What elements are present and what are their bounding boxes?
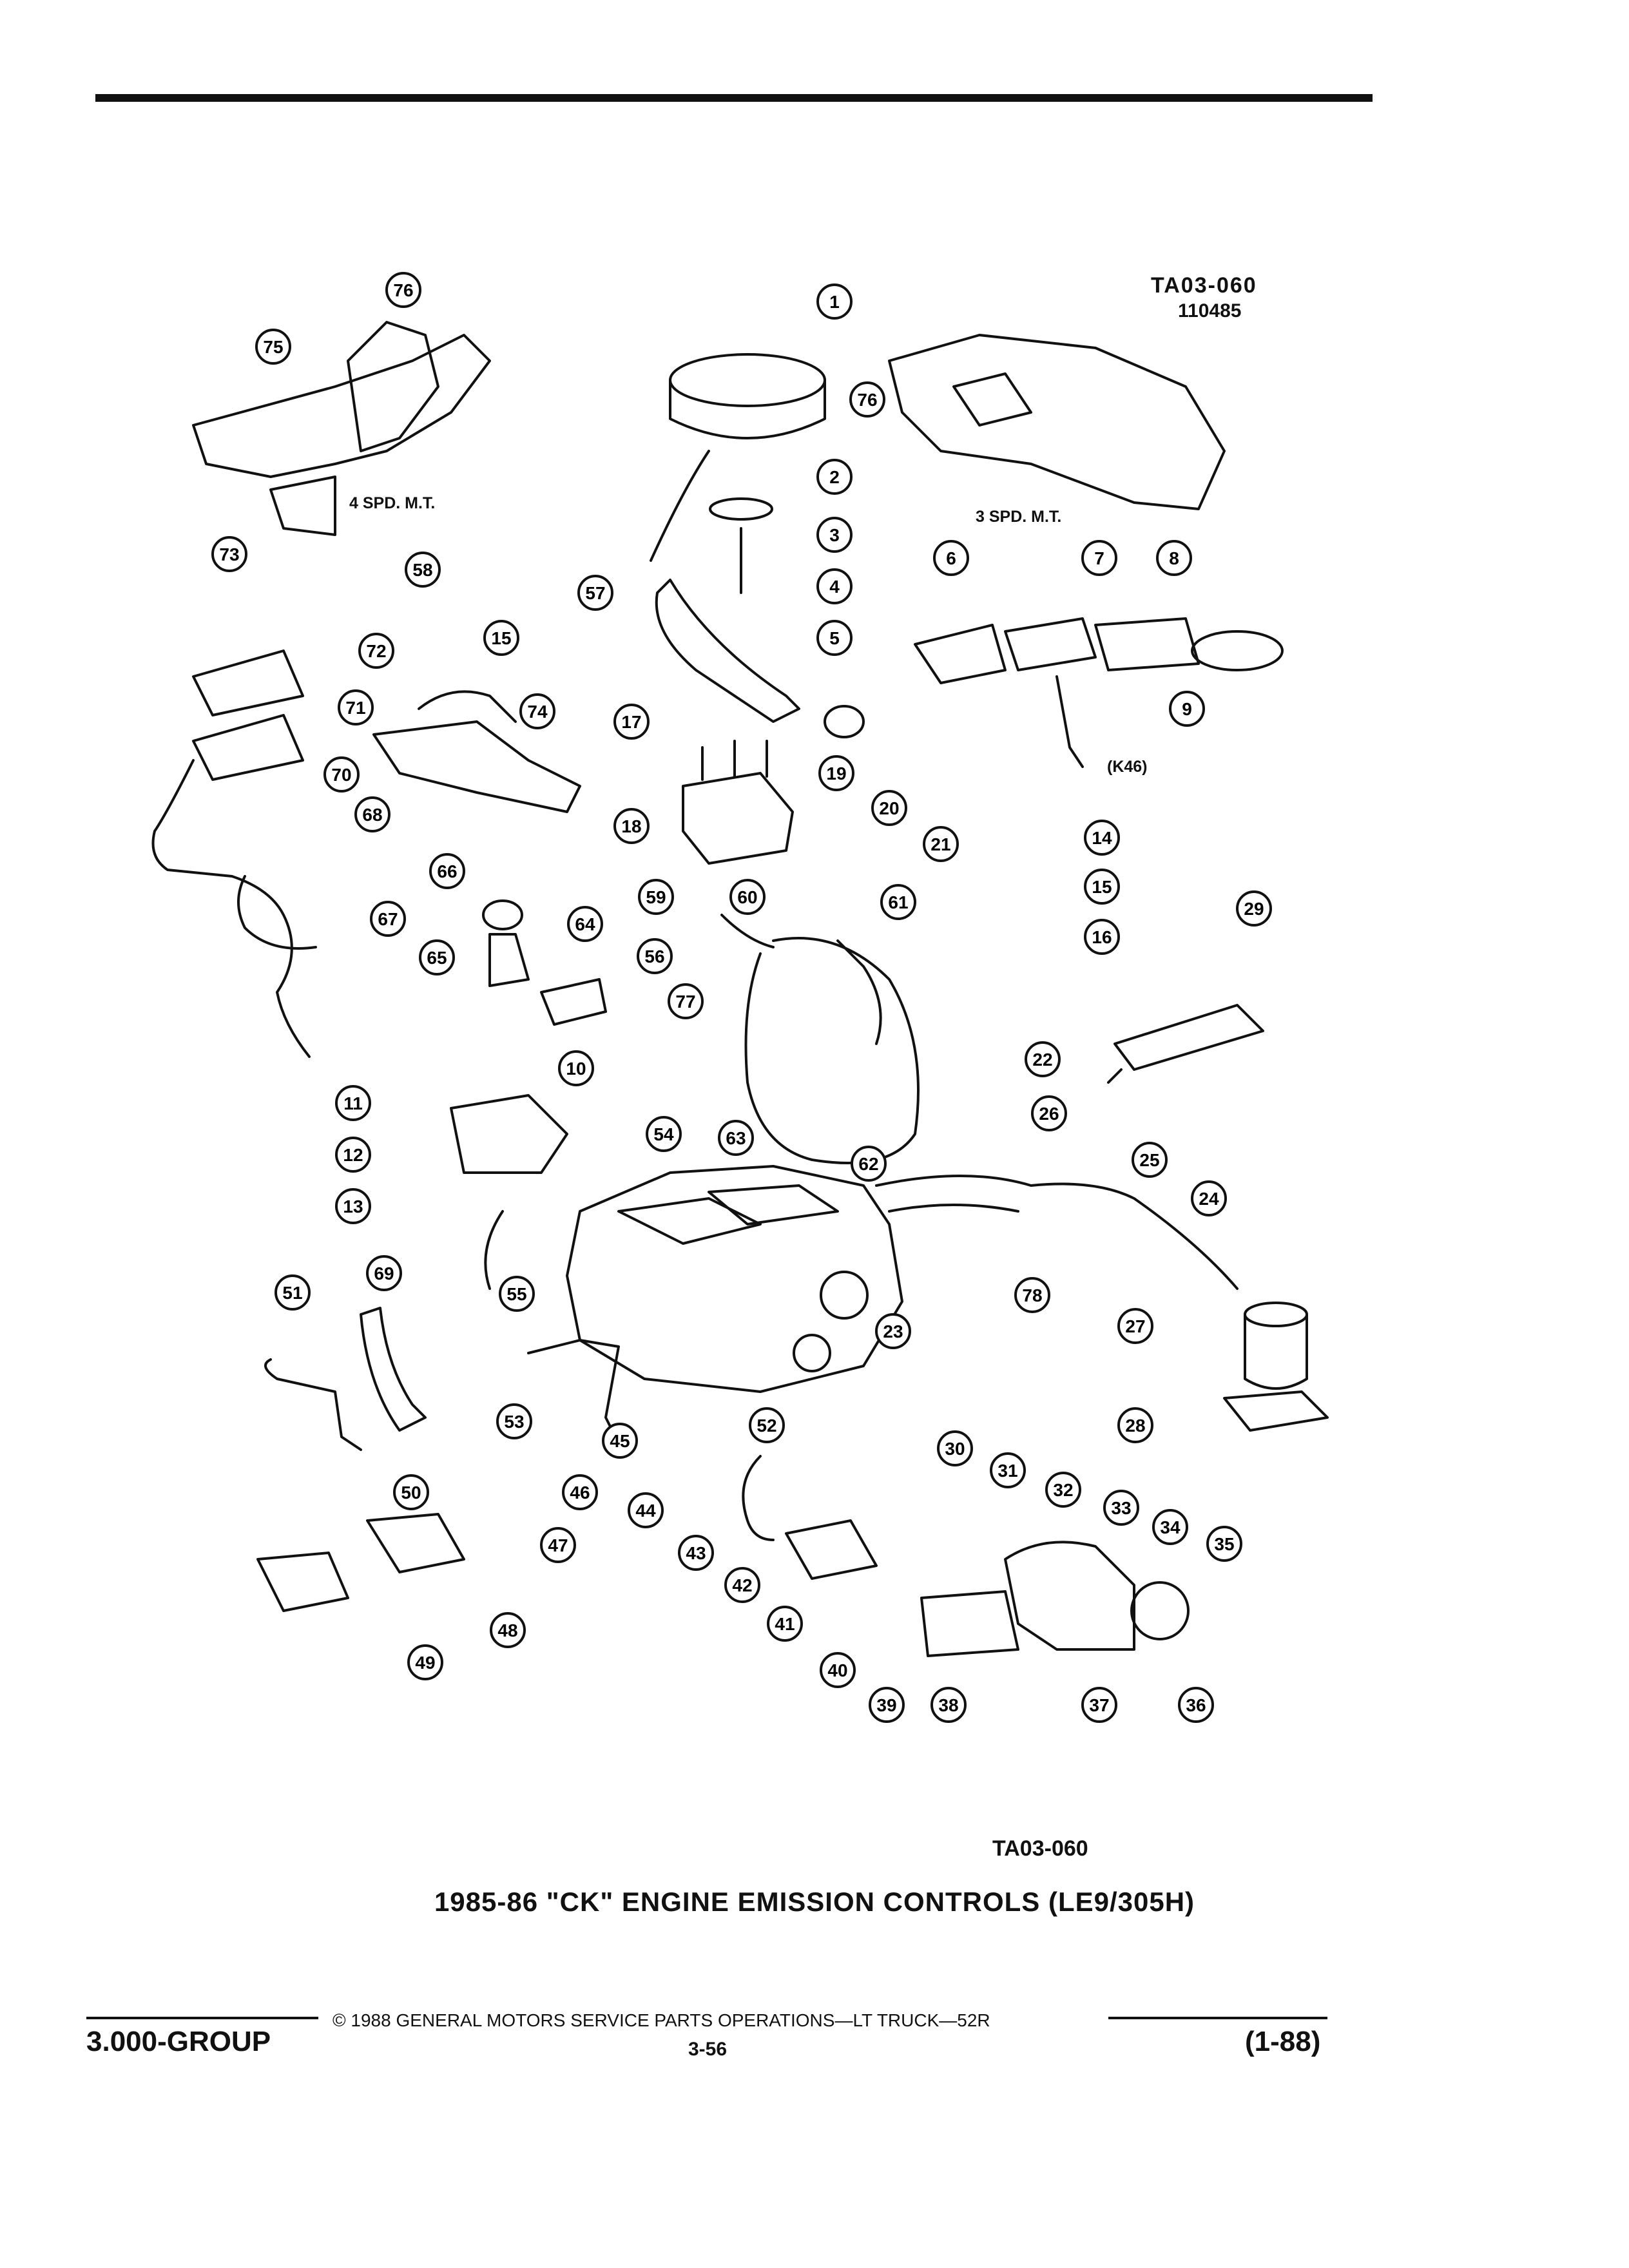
figure-title: 1985-86 "CK" ENGINE EMISSION CONTROLS (LE9/305H) bbox=[434, 1887, 1195, 1917]
callout-61 bbox=[882, 885, 915, 919]
callout-number: 72 bbox=[366, 641, 387, 661]
callout-number: 20 bbox=[879, 798, 900, 818]
callout-number: 15 bbox=[491, 628, 512, 648]
callout-30 bbox=[938, 1432, 972, 1465]
callout-2 bbox=[818, 460, 851, 494]
callout-number: 40 bbox=[827, 1660, 848, 1680]
callout-number: 41 bbox=[775, 1614, 795, 1634]
callout-number: 15 bbox=[1092, 877, 1112, 897]
callout-number: 56 bbox=[644, 947, 665, 966]
callout-64 bbox=[568, 907, 602, 941]
callout-8 bbox=[1157, 541, 1191, 575]
callout-74 bbox=[521, 695, 554, 728]
callout-number: 42 bbox=[732, 1575, 753, 1595]
callout-number: 7 bbox=[1094, 548, 1104, 568]
callout-5 bbox=[818, 621, 851, 655]
callout-51 bbox=[276, 1276, 309, 1309]
callout-number: 44 bbox=[635, 1501, 656, 1521]
callout-4 bbox=[818, 570, 851, 603]
callout-69 bbox=[367, 1256, 401, 1290]
callout-number: 26 bbox=[1039, 1104, 1059, 1124]
callout-number: 22 bbox=[1032, 1050, 1053, 1070]
throttle-body-drawing bbox=[683, 773, 793, 863]
callout-34 bbox=[1153, 1510, 1187, 1544]
callout-number: 53 bbox=[504, 1412, 525, 1432]
callout-number: 16 bbox=[1092, 927, 1112, 947]
callout-number: 8 bbox=[1169, 548, 1179, 568]
callout-33 bbox=[1104, 1491, 1138, 1524]
footer-rule-left bbox=[86, 2017, 318, 2019]
callout-62 bbox=[852, 1147, 885, 1180]
callout-57 bbox=[579, 576, 612, 610]
callout-36 bbox=[1179, 1688, 1213, 1722]
callout-number: 71 bbox=[345, 698, 366, 718]
callout-19 bbox=[820, 756, 853, 790]
callout-76 bbox=[387, 273, 420, 307]
four-speed-transmission-drawing bbox=[193, 335, 490, 477]
callout-58 bbox=[406, 553, 439, 586]
callout-55 bbox=[500, 1277, 534, 1311]
callout-number: 43 bbox=[686, 1543, 706, 1563]
callout-number: 49 bbox=[415, 1653, 436, 1673]
revision-label: (1-88) bbox=[1245, 2026, 1321, 2057]
callout-number: 39 bbox=[876, 1695, 897, 1715]
callout-number: 48 bbox=[497, 1620, 518, 1640]
callout-number: 47 bbox=[548, 1535, 568, 1555]
callout-number: 36 bbox=[1186, 1695, 1206, 1715]
callout-number: 64 bbox=[575, 914, 595, 934]
callout-14 bbox=[1085, 821, 1119, 854]
callout-number: 51 bbox=[282, 1283, 303, 1303]
label-four-speed: 4 SPD. M.T. bbox=[349, 494, 436, 512]
callout-number: 35 bbox=[1214, 1534, 1235, 1554]
callout-number: 68 bbox=[362, 805, 383, 825]
callout-number: 32 bbox=[1053, 1480, 1074, 1500]
callout-group bbox=[213, 273, 1271, 1722]
callout-63 bbox=[719, 1121, 753, 1155]
callout-number: 18 bbox=[621, 816, 642, 836]
callout-18 bbox=[615, 809, 648, 843]
figure-date: 110485 bbox=[1178, 300, 1242, 322]
callout-number: 52 bbox=[757, 1416, 777, 1436]
callout-15 bbox=[1085, 870, 1119, 903]
callout-number: 24 bbox=[1199, 1189, 1219, 1209]
callout-number: 11 bbox=[343, 1093, 363, 1113]
callout-number: 45 bbox=[610, 1431, 630, 1451]
callout-number: 61 bbox=[888, 892, 909, 912]
callout-17 bbox=[615, 705, 648, 738]
callout-15 bbox=[485, 621, 518, 655]
callout-number: 38 bbox=[938, 1695, 959, 1715]
callout-41 bbox=[768, 1607, 802, 1640]
callout-number: 74 bbox=[527, 702, 548, 722]
callout-43 bbox=[679, 1536, 713, 1570]
callout-number: 3 bbox=[829, 525, 840, 545]
callout-number: 19 bbox=[826, 764, 847, 783]
callout-9 bbox=[1170, 692, 1204, 726]
three-speed-transmission-drawing bbox=[889, 335, 1224, 509]
callout-73 bbox=[213, 537, 246, 571]
callout-number: 21 bbox=[930, 834, 951, 854]
callout-21 bbox=[924, 827, 958, 861]
callout-60 bbox=[731, 880, 764, 914]
callout-number: 60 bbox=[737, 887, 758, 907]
callout-78 bbox=[1016, 1278, 1049, 1312]
callout-13 bbox=[336, 1189, 370, 1223]
callout-number: 46 bbox=[570, 1483, 590, 1503]
callout-67 bbox=[371, 902, 405, 936]
canister-drawing bbox=[1245, 1303, 1307, 1326]
group-label: 3.000-GROUP bbox=[86, 2026, 271, 2057]
callout-11 bbox=[336, 1086, 370, 1120]
duct-hose-drawing bbox=[657, 580, 799, 722]
callout-77 bbox=[669, 985, 702, 1018]
callout-71 bbox=[339, 691, 372, 724]
callout-38 bbox=[932, 1688, 965, 1722]
callout-53 bbox=[497, 1405, 531, 1438]
callout-number: 62 bbox=[858, 1154, 879, 1174]
callout-number: 9 bbox=[1182, 699, 1192, 719]
callout-10 bbox=[559, 1052, 593, 1085]
callout-31 bbox=[991, 1454, 1025, 1487]
callout-45 bbox=[603, 1424, 637, 1457]
callout-49 bbox=[409, 1646, 442, 1679]
figure-code: TA03-060 bbox=[1151, 273, 1257, 298]
callout-16 bbox=[1085, 920, 1119, 954]
callout-48 bbox=[491, 1613, 525, 1647]
callout-37 bbox=[1083, 1688, 1116, 1722]
footer-rule-right bbox=[1108, 2017, 1327, 2019]
label-three-speed: 3 SPD. M.T. bbox=[976, 508, 1062, 526]
callout-70 bbox=[325, 758, 358, 791]
callout-number: 14 bbox=[1092, 828, 1112, 848]
callout-number: 10 bbox=[566, 1059, 586, 1079]
callout-7 bbox=[1083, 541, 1116, 575]
callout-1 bbox=[818, 285, 851, 318]
callout-76 bbox=[851, 383, 884, 416]
callout-number: 67 bbox=[378, 909, 398, 929]
callout-number: 1 bbox=[829, 292, 840, 312]
callout-25 bbox=[1133, 1143, 1166, 1177]
callout-68 bbox=[356, 798, 389, 831]
callout-number: 50 bbox=[401, 1483, 421, 1503]
callout-54 bbox=[647, 1117, 680, 1151]
callout-32 bbox=[1046, 1473, 1080, 1506]
callout-number: 29 bbox=[1244, 899, 1264, 919]
callout-number: 58 bbox=[412, 560, 433, 580]
callout-number: 23 bbox=[883, 1321, 903, 1341]
callout-number: 13 bbox=[343, 1196, 363, 1216]
callout-26 bbox=[1032, 1097, 1066, 1130]
callout-number: 77 bbox=[675, 992, 696, 1012]
callout-number: 76 bbox=[857, 390, 878, 410]
callout-29 bbox=[1237, 892, 1271, 925]
callout-59 bbox=[639, 880, 673, 914]
callout-number: 70 bbox=[331, 765, 352, 785]
callout-number: 37 bbox=[1089, 1695, 1110, 1715]
callout-23 bbox=[876, 1314, 910, 1348]
callout-number: 28 bbox=[1125, 1416, 1146, 1436]
callout-56 bbox=[638, 939, 671, 973]
callout-20 bbox=[872, 791, 906, 825]
callout-number: 73 bbox=[219, 544, 240, 564]
callout-number: 25 bbox=[1139, 1150, 1160, 1170]
callout-number: 6 bbox=[946, 548, 956, 568]
callout-3 bbox=[818, 518, 851, 552]
callout-number: 59 bbox=[646, 887, 666, 907]
air-pump-drawing bbox=[1005, 1542, 1134, 1649]
callout-35 bbox=[1208, 1527, 1241, 1561]
callout-number: 69 bbox=[374, 1264, 394, 1283]
ecm-drawing bbox=[193, 651, 303, 715]
callout-number: 65 bbox=[427, 948, 447, 968]
callout-number: 31 bbox=[998, 1461, 1018, 1481]
vacuum-hose-drawing bbox=[746, 938, 919, 1163]
callout-39 bbox=[870, 1688, 903, 1722]
callout-number: 63 bbox=[726, 1128, 746, 1148]
label-option: (K46) bbox=[1107, 758, 1148, 776]
callout-number: 66 bbox=[437, 861, 458, 881]
callout-24 bbox=[1192, 1182, 1226, 1215]
callout-number: 34 bbox=[1160, 1517, 1181, 1537]
callout-number: 78 bbox=[1022, 1285, 1043, 1305]
callout-number: 57 bbox=[585, 583, 606, 603]
callout-22 bbox=[1026, 1043, 1059, 1076]
callout-number: 54 bbox=[653, 1124, 674, 1144]
callout-66 bbox=[430, 854, 464, 888]
callout-number: 4 bbox=[829, 577, 840, 597]
callout-50 bbox=[394, 1475, 428, 1509]
callout-number: 30 bbox=[945, 1439, 965, 1459]
callout-number: 12 bbox=[343, 1145, 363, 1165]
callout-number: 76 bbox=[393, 280, 414, 300]
caption-figure-code: TA03-060 bbox=[992, 1836, 1088, 1861]
callout-6 bbox=[934, 541, 968, 575]
callout-number: 33 bbox=[1111, 1498, 1132, 1518]
callout-52 bbox=[750, 1408, 784, 1442]
harness-drawing bbox=[153, 760, 310, 1057]
callout-72 bbox=[360, 634, 393, 668]
callout-number: 27 bbox=[1125, 1316, 1146, 1336]
callout-number: 75 bbox=[263, 337, 284, 357]
callout-44 bbox=[629, 1494, 662, 1527]
callout-number: 55 bbox=[506, 1284, 527, 1304]
callout-number: 17 bbox=[621, 712, 642, 732]
callout-number: 5 bbox=[829, 628, 840, 648]
callout-number: 2 bbox=[829, 467, 840, 487]
copyright-text: © 1988 GENERAL MOTORS SERVICE PARTS OPERATIONS—LT TRUCK—52R bbox=[333, 2010, 990, 2030]
callout-27 bbox=[1119, 1309, 1152, 1343]
callout-65 bbox=[420, 941, 454, 974]
fuel-line-drawing bbox=[876, 1176, 1237, 1289]
callout-46 bbox=[563, 1475, 597, 1509]
callout-12 bbox=[336, 1138, 370, 1171]
callout-75 bbox=[256, 330, 290, 363]
page-number: 3-56 bbox=[688, 2039, 728, 2060]
parts-drawing bbox=[153, 322, 1328, 1656]
callout-42 bbox=[726, 1568, 759, 1602]
callout-40 bbox=[821, 1653, 854, 1687]
callout-28 bbox=[1119, 1408, 1152, 1442]
callout-47 bbox=[541, 1528, 575, 1562]
air-cleaner-drawing bbox=[670, 354, 825, 406]
